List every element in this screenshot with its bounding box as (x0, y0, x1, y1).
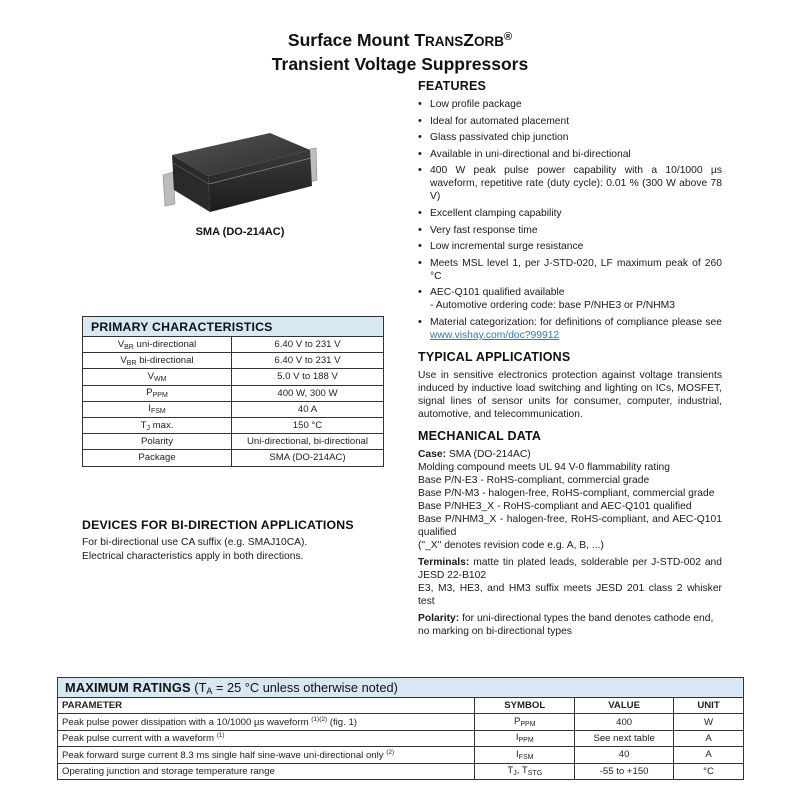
document-title (0, 26, 800, 76)
brand-part: ORB (473, 34, 504, 49)
param-cell (83, 417, 232, 433)
brand-part: RANS (425, 34, 464, 49)
table-row (83, 417, 384, 433)
features-heading: FEATURES (418, 79, 487, 93)
devices-line: Electrical characteristics apply in both directions. (82, 551, 304, 562)
maximum-ratings-title: MAXIMUM RATINGS (65, 679, 191, 695)
param-subscript: BR (124, 343, 134, 351)
feature-item: • Meets MSL level 1, per J-STD-020, LF maximum peak of 260 °C (418, 257, 722, 283)
compliance-link[interactable]: www.vishay.com/doc?99912 (430, 329, 560, 341)
case-label: Case: (418, 448, 447, 460)
param-subscript: WM (153, 375, 167, 383)
footnote-ref: (2) (386, 748, 395, 756)
feature-item: • Low incremental surge resistance (418, 240, 722, 253)
unit-cell: °C (674, 763, 744, 779)
parameter-text: Peak pulse current with a waveform (62, 733, 217, 745)
value-cell: 400 W, 300 W (232, 385, 384, 401)
symbol-subscript: FSM (518, 753, 534, 761)
feature-text: AEC-Q101 qualified available (430, 287, 565, 299)
column-header-row (58, 698, 744, 714)
feature-item (418, 316, 722, 342)
table-row (83, 337, 384, 353)
symbol-2: , T (516, 765, 528, 777)
feature-item: • Glass passivated chip junction (418, 131, 722, 144)
primary-characteristics-heading: PRIMARY CHARACTERISTICS (83, 317, 384, 337)
param-suffix: bi-directional (136, 354, 194, 366)
parameter-cell (58, 730, 475, 746)
mechanical-data-heading: MECHANICAL DATA (418, 428, 542, 443)
table-row (58, 747, 744, 763)
table-row (83, 450, 384, 466)
feature-item: • Ideal for automated placement (418, 115, 722, 128)
param-cell (83, 385, 232, 401)
param-subscript: PPM (152, 392, 168, 400)
terminals-label: Terminals: (418, 556, 470, 568)
footnote-ref: (1) (216, 732, 225, 740)
condition-suffix: = 25 °C unless otherwise noted) (212, 679, 398, 695)
column-header-symbol: SYMBOL (475, 698, 575, 714)
features-list (418, 98, 722, 342)
title-line-1 (0, 26, 800, 53)
case-line (418, 448, 722, 461)
condition-prefix: (T (190, 679, 207, 695)
value-cell: 6.40 V to 231 V (232, 353, 384, 369)
table-row (58, 763, 744, 779)
table-row (83, 385, 384, 401)
table-row (83, 434, 384, 450)
feature-item: • Low profile package (418, 98, 722, 111)
devices-line: For bi-directional use CA suffix (e.g. SMAJ10CA). (82, 537, 308, 548)
column-header-value: VALUE (575, 698, 674, 714)
symbol-cell (475, 730, 575, 746)
param-symbol: V (147, 370, 154, 382)
table-row (83, 401, 384, 417)
symbol: I (515, 732, 519, 744)
case-detail: Base P/N-E3 - RoHS-compliant, commercial grade (418, 474, 650, 486)
symbol: P (513, 716, 521, 728)
param-cell (83, 337, 232, 353)
value-cell: Uni-directional, bi-directional (232, 434, 384, 450)
parameter-cell (58, 747, 475, 763)
devices-section (82, 518, 402, 564)
parameter-text: Peak pulse power dissipation with a 10/1000 µs waveform (62, 717, 312, 729)
param-symbol: T (140, 419, 147, 431)
symbol: T (507, 765, 514, 777)
brand-part: T (414, 30, 426, 50)
symbol-subscript: PPM (520, 721, 536, 729)
typical-applications-heading: TYPICAL APPLICATIONS (418, 349, 571, 364)
table-row (83, 369, 384, 385)
title-line-2: Transient Voltage Suppressors (271, 54, 529, 74)
mechanical-data (418, 448, 722, 638)
package-caption: SMA (DO-214AC) (195, 226, 285, 238)
polarity-value: for uni-directional types the band denotes cathode end, no marking on bi-directional types (418, 612, 714, 637)
unit-cell: W (674, 714, 744, 730)
maximum-ratings-heading (58, 678, 744, 698)
symbol-2-subscript: STG (527, 770, 543, 778)
value-cell: 400 (575, 714, 674, 730)
maximum-ratings-table (57, 677, 744, 780)
title-prefix: Surface Mount (287, 30, 415, 50)
parameter-cell (58, 714, 475, 730)
case-detail: Base P/N-M3 - halogen-free, RoHS-compliant, commercial grade (418, 487, 715, 499)
devices-heading: DEVICES FOR BI-DIRECTION APPLICATIONS (82, 518, 354, 532)
table-row (58, 730, 744, 746)
parameter-text: Peak forward surge current 8.3 ms single half sine-wave uni-directional only (62, 749, 387, 761)
param-suffix: uni-directional (133, 338, 197, 350)
primary-characteristics-table (82, 316, 384, 467)
value-cell: -55 to +150 (575, 763, 674, 779)
param-subscript: BR (126, 359, 137, 367)
symbol-cell (475, 747, 575, 763)
condition-subscript: A (206, 685, 213, 696)
symbol: I (516, 748, 519, 760)
value-cell: 40 A (232, 401, 384, 417)
case-detail: ("_X" denotes revision code e.g. A, B, ...) (418, 539, 604, 551)
param-symbol: V (117, 338, 125, 350)
feature-item: • Very fast response time (418, 224, 722, 237)
param-cell (83, 369, 232, 385)
symbol-subscript: J (513, 770, 517, 778)
terminals-extra: E3, M3, HE3, and HM3 suffix meets JESD 201 class 2 whisker test (418, 582, 722, 607)
typical-applications-text: Use in sensitive electronics protection against voltage transients induced by inductive load switching and lighting on ICs, MOSFET, signal lines of sensor units for consumer, computer, industrial, automotive, and telecommunication. (418, 369, 722, 420)
parameter-text-after: (fig. 1) (327, 717, 357, 729)
smd-diode-package-icon (160, 128, 320, 218)
value-cell: 40 (575, 747, 674, 763)
param-symbol: P (146, 387, 153, 399)
table-row (58, 714, 744, 730)
param-symbol: I (148, 403, 151, 415)
column-header-parameter: PARAMETER (58, 698, 475, 714)
value-cell: 5.0 V to 188 V (232, 369, 384, 385)
column-header-unit: UNIT (674, 698, 744, 714)
param-symbol: V (120, 354, 127, 366)
param-subscript: J (146, 424, 150, 432)
feature-subtext: - Automotive ordering code: base P/NHE3 or P/NHM3 (430, 300, 675, 312)
param-cell: Package (83, 450, 232, 466)
footnote-ref: (1)(2) (311, 716, 328, 724)
unit-cell: A (674, 730, 744, 746)
brand-part: Z (463, 30, 474, 50)
value-cell: 150 °C (232, 417, 384, 433)
terminals-value: matte tin plated leads, solderable per J-STD-002 and JESD 22-B102 (418, 556, 722, 581)
case-value: SMA (DO-214AC) (446, 448, 531, 460)
symbol-cell (475, 714, 575, 730)
polarity-line (418, 612, 722, 638)
table-row (83, 353, 384, 369)
symbol-subscript: PPM (518, 737, 534, 745)
value-cell: 6.40 V to 231 V (232, 337, 384, 353)
feature-item (418, 286, 722, 312)
feature-item: • Available in uni-directional and bi-directional (418, 148, 722, 161)
symbol-cell (475, 763, 575, 779)
param-subscript: FSM (150, 408, 166, 416)
case-detail: Base P/NHE3_X - RoHS-compliant and AEC-Q101 qualified (418, 500, 692, 512)
param-cell (83, 401, 232, 417)
value-cell: See next table (575, 730, 674, 746)
param-cell: Polarity (83, 434, 232, 450)
feature-item: • Excellent clamping capability (418, 207, 722, 220)
unit-cell: A (674, 747, 744, 763)
terminals-line (418, 556, 722, 582)
parameter-cell: Operating junction and storage temperature range (58, 763, 475, 779)
right-column (418, 80, 722, 638)
registered-mark: ® (503, 31, 513, 43)
feature-text: Material categorization: for definitions of compliance please see (430, 316, 722, 328)
param-suffix: max. (149, 419, 174, 431)
polarity-label: Polarity: (418, 612, 460, 624)
case-detail: Molding compound meets UL 94 V-0 flammability rating (418, 461, 671, 473)
param-cell (83, 353, 232, 369)
feature-item: • 400 W peak pulse power capability with a 10/1000 µs waveform, repetitive rate (duty cycle): 0.01 % (300 W above 78 V) (418, 164, 722, 203)
value-cell: SMA (DO-214AC) (232, 450, 384, 466)
brand-name (414, 30, 504, 50)
case-detail: Base P/NHM3_X - halogen-free, RoHS-compliant, and AEC-Q101 qualified (418, 513, 722, 538)
